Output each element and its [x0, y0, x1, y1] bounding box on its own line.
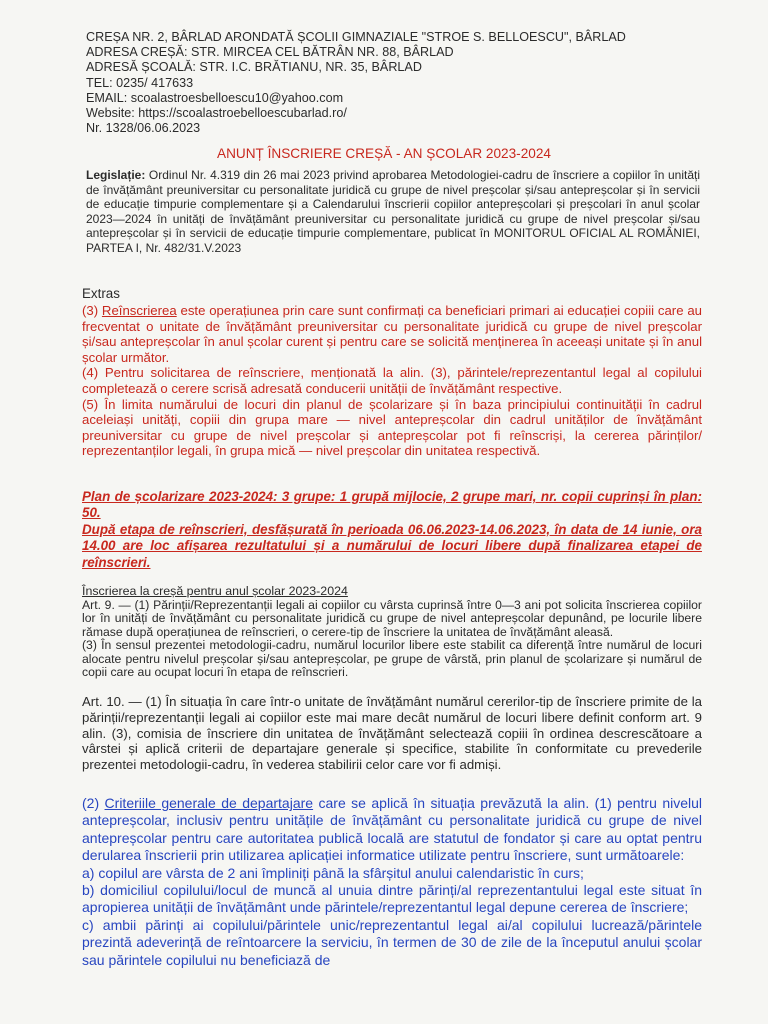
- reinscriere-term: Reînscrierea: [101, 303, 177, 318]
- criterion-a: a) copilul are vârsta de 2 ani împliniți până la sfârșitul anului calendaristic în curs;: [82, 864, 584, 881]
- letterhead: [86, 30, 626, 136]
- plan-line-2: După etapa de reînscrieri, desfășurată în perioada 06.06.2023-14.06.2023, în data de 14 iunie, ora 14.00 are loc afișarea rezultatului și a numărului de locuri libere după finalizarea etapei de reînscrieri.: [82, 521, 702, 570]
- art10-paragraph-1: Art. 10. — (1) În situația în care într-o unitate de învățământ numărul cererilor-tip de înscriere primite de la părinții/reprezentanții legali ai copiilor este mai mare decât numărul de locuri libere definit conform art. 9 alin. (3), comisia de înscriere din unitatea de învățământ selectează copiii în ordinea descrescătoare a vârstei și aplică criterii de departajare generale și specifice, stabilite în conformitate cu prevederile prezentei metodologii-cadru, în vederea stabilirii celor care vor fi admiși.: [82, 694, 702, 773]
- paragraph-number: (2): [82, 795, 105, 811]
- article-10: [82, 694, 702, 773]
- email-address: EMAIL: scoalastroesbelloescu10@yahoo.com: [86, 90, 344, 105]
- extras-paragraph-4: (4) Pentru solicitarea de reînscriere, menționată la alin. (3), părintele/reprezentantul legal al copilului completează o cerere scrisă adresată conducerii unității de învățământ respective.: [82, 365, 702, 396]
- paragraph-text: care se aplică în situația prevăzută la alin. (1) pentru nivelul antepreșcolar, inclusiv pentru unitățile de învățământ cu personalitate juridică cu grupe de nivel antepreșcolar pentru care autoritatea publică locală are statutul de fondator și care au optat pentru derularea înscrierii prin utilizarea aplicației informatice utilizate pentru înscriere, sunt următoarele:: [82, 795, 703, 864]
- plan-line-1: Plan de școlarizare 2023-2024: 3 grupe: 1 grupă mijlocie, 2 grupe mari, nr. copii cuprinși în plan: 50.: [82, 489, 702, 521]
- school-address: ADRESĂ ȘCOALĂ: STR. I.C. BRĂTIANU, NR. 35, BÂRLAD: [86, 60, 422, 75]
- criterion-b: b) domiciliul copilului/locul de muncă al unuia dintre părinți/al reprezentantului legal este situat în apropierea unității de învățământ unde părintele/reprezentantul legal depune cererea de înscriere;: [82, 882, 702, 916]
- extras-paragraph-3: [82, 303, 702, 365]
- extras-heading: Extras: [82, 286, 120, 301]
- nursery-address: ADRESA CREȘĂ: STR. MIRCEA CEL BĂTRÂN NR. 88, BÂRLAD: [86, 45, 454, 60]
- criteria-intro: [82, 795, 702, 865]
- enrollment-plan: [82, 489, 702, 571]
- legislation-text: Ordinul Nr. 4.319 din 26 mai 2023 privind aprobarea Metodologiei-cadru de înscriere a copiilor în unități de învățământ preuniversitar cu personalitate juridică cu grupe de nivel preșcolar și/sau antepreșcolar și în servicii de educație timpurie complementare și a Calendarului înscrierii copiilor antepreșcolari și preșcolari în anul școlar 2023—2024 în unități de învățământ preuniversitar cu personalitate juridică cu grupe de nivel preșcolar și/sau antepreșcolar și în servicii de educație timpurie complementare, publicat în MONITORUL OFICIAL AL ROMÂNIEI, PARTEA I, Nr. 482/31.V.2023: [86, 168, 700, 255]
- website: Website: https://scoalastroebelloescubarlad.ro/: [86, 106, 347, 121]
- section-heading: Înscrierea la creșă pentru anul școlar 2023-2024: [82, 584, 348, 598]
- criterion-c: c) ambii părinți ai copilului/părintele unic/reprezentantul legal ai/al copilului lucrează/părintele prezintă adeverință de reîntoarcere la serviciu, în termen de 30 de zile de la începutul anului școlar sau părintele copilului nu beneficiază de: [82, 916, 702, 968]
- legislation-label: Legislație:: [86, 168, 146, 182]
- criteria-section: [82, 795, 702, 969]
- registration-number: Nr. 1328/06.06.2023: [86, 121, 201, 136]
- extras-paragraph-5: (5) În limita numărului de locuri din planul de școlarizare și în baza principiului continuității în cadrul aceleiași unități, copiii din grupa mare — nivel antepreșcolar din cadrul unităților de învățământ preuniversitar cu grupe de nivel preșcolar și antepreșcolar pot fi reînscriși, la cererea părinților/ reprezentanților legali, în grupa mică — nivel preșcolar din unitatea respectivă.: [82, 396, 702, 459]
- paragraph-number: (3): [82, 303, 102, 318]
- legislation-paragraph: [86, 168, 700, 256]
- art9-paragraph-3: (3) În sensul prezentei metodologii-cadru, numărul locurilor libere este stabilit ca diferență între numărul de locuri alocate pentru nivelul preșcolar și/sau antepreșcolar, pe grupe de vârstă, prin planul de școlarizare și numărul de copii care au ocupat locuri în etapa de reînscrieri.: [82, 638, 702, 680]
- document-title: ANUNȚ ÎNSCRIERE CREȘĂ - AN ȘCOLAR 2023-2024: [217, 146, 551, 161]
- art9-paragraph-1: Art. 9. — (1) Părinții/Reprezentanții legali ai copiilor cu vârsta cuprinsă între 0—3 ani pot solicita înscrierea copiilor lor în unități de învățământ cu personalitate juridică cu grupe de nivel antepreșcolar depunând, pe locurile libere rămase după operațiunea de reînscrieri, o cerere-tip de înscriere la unitatea de învățământ aleasă.: [82, 598, 702, 639]
- extras-section: [82, 303, 702, 459]
- phone-number: TEL: 0235/ 417633: [86, 75, 194, 90]
- criteria-term: Criteriile generale de departajare: [104, 795, 314, 811]
- article-9: [82, 599, 702, 679]
- paragraph-text: este operațiunea prin care sunt confirmați ca beneficiari primari ai educației copiii care au frecventat o unitate de învățământ preuniversitar cu personalitate juridică cu grupe de nivel preșcolar și/sau antepreșcolar în anul școlar curent și pentru care se solicită menținerea în aceeași unitate și în anul școlar următor.: [82, 303, 702, 365]
- institution-name: CREȘA NR. 2, BÂRLAD ARONDATĂ ȘCOLII GIMNAZIALE "STROE S. BELLOESCU", BÂRLAD: [86, 30, 626, 44]
